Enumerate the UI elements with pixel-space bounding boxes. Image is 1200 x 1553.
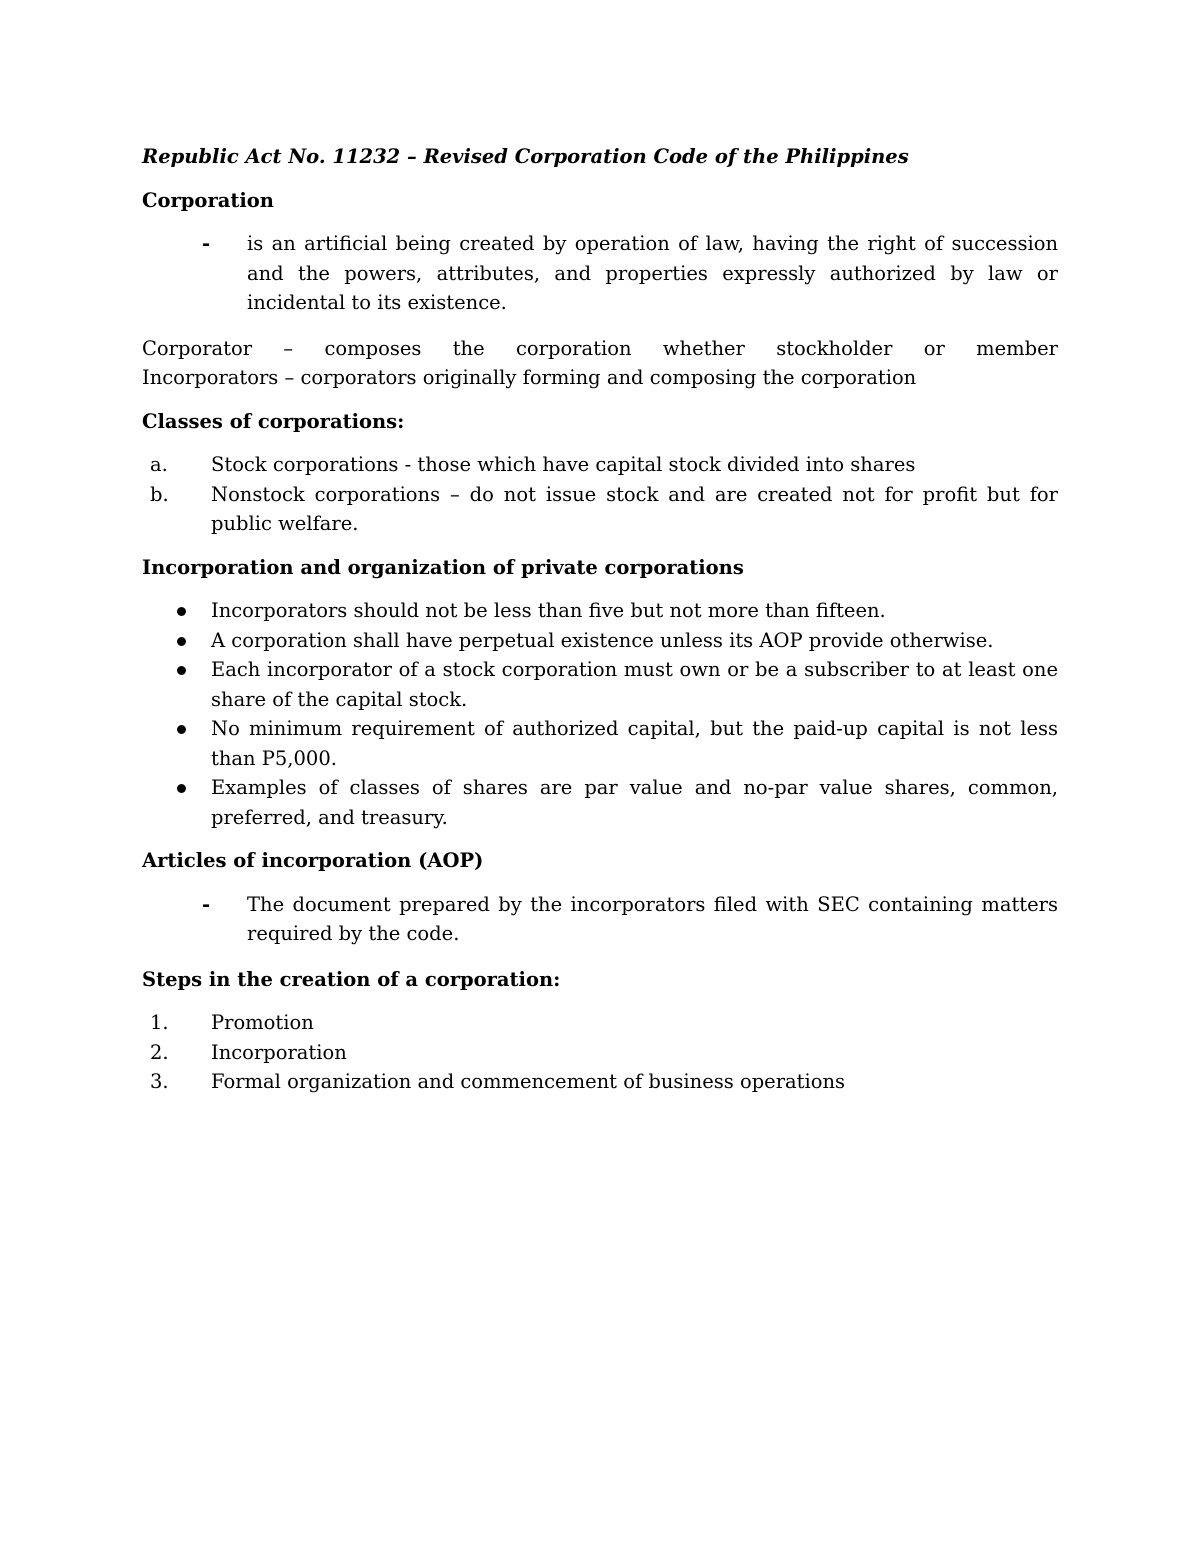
list-item-text: A corporation shall have perpetual existence unless its AOP provide otherwise. — [211, 628, 994, 652]
document-title: Republic Act No. 11232 – Revised Corporation Code of the Philippines — [142, 145, 909, 168]
bullet-icon — [177, 666, 186, 675]
list-marker: 1. — [150, 1011, 169, 1034]
list-item — [142, 626, 1058, 656]
list-item-text: Promotion — [211, 1011, 314, 1034]
dash-marker: - — [202, 232, 211, 255]
list-item-text: Formal organization and commencement of business operations — [211, 1070, 846, 1093]
bullet-icon — [177, 725, 186, 734]
list-item-text: Incorporation — [211, 1040, 347, 1064]
list-marker: a. — [150, 453, 168, 476]
list-item-text: Nonstock corporations – do not issue stock and are created not for profit but for public welfare. — [211, 482, 1058, 535]
bullet-icon — [177, 784, 186, 793]
section-heading-incorporation: Incorporation and organization of private corporations — [142, 555, 744, 579]
list-item — [142, 1067, 1058, 1097]
section-heading-classes: Classes of corporations: — [142, 409, 405, 433]
list-item — [142, 1038, 1058, 1068]
incorporators-definition: Incorporators – corporators originally forming and composing the corporation — [142, 366, 917, 389]
bullet-icon — [177, 637, 186, 646]
classes-list — [142, 450, 1058, 539]
articles-definition-text: The document prepared by the incorporators filed with SEC containing matters required by the code. — [247, 892, 1058, 945]
list-marker: 3. — [150, 1070, 169, 1093]
list-item-text: Examples of classes of shares are par value and no-par value shares, common, preferred, and treasury. — [211, 776, 1058, 829]
list-item — [142, 450, 1058, 480]
list-item — [142, 1008, 1058, 1038]
corporation-definition-item — [142, 229, 1058, 318]
list-item — [142, 655, 1058, 714]
list-marker: 2. — [150, 1040, 169, 1064]
section-heading-articles: Articles of incorporation (AOP) — [142, 849, 484, 872]
articles-definition-item — [142, 890, 1058, 949]
list-item-text: Stock corporations - those which have capital stock divided into shares — [211, 453, 916, 476]
incorporation-bullet-list — [142, 596, 1058, 832]
corporator-definition: Corporator – composes the corporation whether stockholder or member — [142, 336, 1058, 360]
list-item-text: Incorporators should not be less than five but not more than fifteen. — [211, 599, 886, 622]
list-marker: b. — [150, 482, 169, 506]
document-body — [142, 142, 1058, 1097]
bullet-icon — [177, 607, 186, 616]
corporation-definition-text: is an artificial being created by operation of law, having the right of succession and the powers, attributes, and properties expressly authorized by law or incidental to its existence. — [247, 232, 1058, 314]
section-heading-steps: Steps in the creation of a corporation: — [142, 967, 561, 991]
list-item — [142, 480, 1058, 539]
list-item — [142, 773, 1058, 832]
list-item-text: Each incorporator of a stock corporation must own or be a subscriber to at least one share of the capital stock. — [211, 658, 1058, 711]
list-item — [142, 596, 1058, 626]
dash-marker: - — [202, 892, 211, 916]
list-item — [142, 714, 1058, 773]
steps-list — [142, 1008, 1058, 1097]
section-heading-corporation: Corporation — [142, 188, 274, 212]
list-item-text: No minimum requirement of authorized capital, but the paid-up capital is not less than P5,000. — [211, 717, 1058, 770]
